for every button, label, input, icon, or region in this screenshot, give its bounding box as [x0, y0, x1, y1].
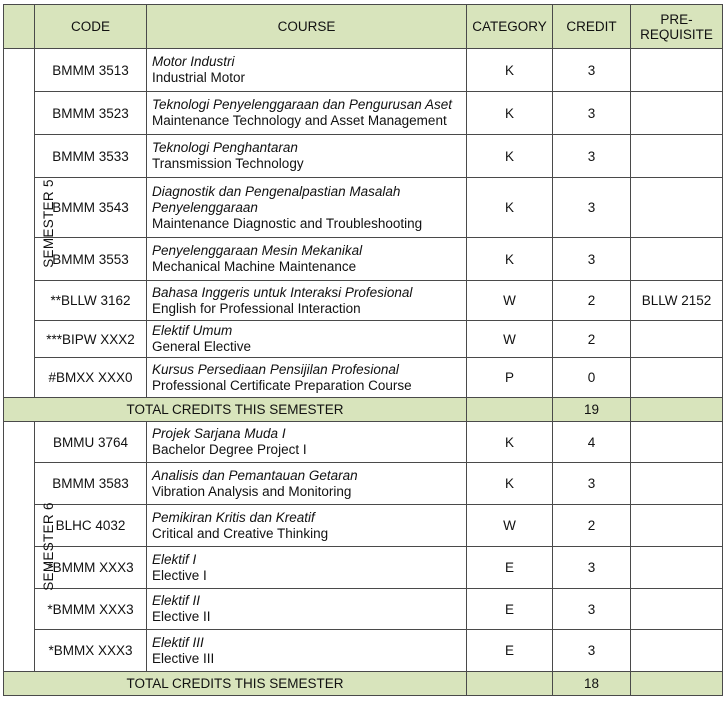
table-row — [4, 358, 723, 398]
course-code: ***BIPW XXX2 — [35, 321, 147, 358]
course-name — [147, 49, 467, 92]
course-credit: 3 — [553, 589, 631, 630]
course-name-english: Critical and Creative Thinking — [152, 525, 329, 541]
semester-label-cell — [4, 422, 56, 672]
course-name-malay: Bahasa Inggeris untuk Interaksi Profesional — [152, 284, 413, 300]
course-name-malay: Elektif Umum — [152, 323, 233, 338]
course-prerequisite — [631, 321, 723, 358]
course-name-malay: Elektif II — [152, 593, 201, 608]
course-category: K — [467, 135, 553, 178]
header-prereq-line1: PRE- — [660, 11, 693, 27]
course-credit: 4 — [553, 422, 631, 463]
course-name-english: Vibration Analysis and Monitoring — [152, 483, 352, 499]
course-credit: 3 — [553, 92, 631, 135]
course-code: *BMMX XXX3 — [35, 630, 147, 672]
table-row — [4, 630, 723, 672]
table-row — [4, 238, 723, 281]
course-name — [147, 422, 467, 463]
course-credit: 3 — [553, 135, 631, 178]
course-name-malay: Penyelenggaraan Mesin Mekanikal — [152, 243, 363, 258]
course-name-english: Elective II — [152, 609, 211, 624]
course-credit: 2 — [553, 321, 631, 358]
total-credits-value: 18 — [553, 672, 631, 696]
course-name — [147, 135, 467, 178]
course-code: **BLLW 3162 — [35, 281, 147, 321]
course-category: W — [467, 281, 553, 321]
header-code: CODE — [35, 5, 147, 49]
course-name-english: English for Professional Interaction — [152, 300, 361, 316]
course-name-malay: Projek Sarjana Muda I — [152, 426, 286, 441]
course-table — [3, 4, 723, 696]
course-code: BMMM 3533 — [35, 135, 147, 178]
course-name — [147, 92, 467, 135]
course-name-malay: Diagnostik dan Pengenalpastian Masalah Penyelenggaraan — [152, 183, 401, 215]
course-code: *BMMM XXX3 — [35, 589, 147, 630]
course-credit: 2 — [553, 281, 631, 321]
total-credits-label: TOTAL CREDITS THIS SEMESTER — [4, 672, 467, 696]
course-name-english: Bachelor Degree Project I — [152, 442, 307, 457]
course-category: K — [467, 463, 553, 505]
course-name-malay: Elektif I — [152, 551, 197, 567]
course-category: E — [467, 589, 553, 630]
course-category: K — [467, 178, 553, 238]
table-row — [4, 321, 723, 358]
course-prerequisite — [631, 630, 723, 672]
table-row — [4, 281, 723, 321]
semester-label: SEMESTER 6 — [40, 502, 56, 591]
course-prerequisite — [631, 238, 723, 281]
course-prerequisite — [631, 178, 723, 238]
course-code: BMMU 3764 — [35, 422, 147, 463]
course-category: K — [467, 92, 553, 135]
table-row — [4, 463, 723, 505]
table-row — [4, 92, 723, 135]
course-category: K — [467, 238, 553, 281]
table-row — [4, 49, 723, 92]
course-prerequisite — [631, 547, 723, 589]
course-name-english: Maintenance Technology and Asset Management — [152, 113, 447, 128]
course-name — [147, 589, 467, 630]
total-credits-prereq-spacer — [631, 672, 723, 696]
course-prerequisite — [631, 463, 723, 505]
course-name — [147, 321, 467, 358]
course-name-malay: Kursus Persediaan Pensijilan Profesional — [152, 361, 399, 377]
course-category: P — [467, 358, 553, 398]
course-name — [147, 238, 467, 281]
table-row — [4, 547, 723, 589]
course-name-malay: Teknologi Penghantaran — [152, 140, 298, 155]
course-name — [147, 505, 467, 547]
course-prerequisite — [631, 589, 723, 630]
course-credit: 0 — [553, 358, 631, 398]
header-prereq-line2: REQUISITE — [640, 26, 713, 42]
course-credit: 3 — [553, 630, 631, 672]
total-credits-row — [4, 398, 723, 422]
course-code: BMMM 3543 — [35, 178, 147, 238]
course-name — [147, 547, 467, 589]
course-prerequisite — [631, 92, 723, 135]
course-category: K — [467, 422, 553, 463]
header-course: COURSE — [147, 5, 467, 49]
table-row — [4, 505, 723, 547]
course-credit: 3 — [553, 463, 631, 505]
table-body — [4, 49, 723, 696]
course-name — [147, 630, 467, 672]
course-name-english: Elective III — [152, 650, 215, 666]
course-code: *BMMM XXX3 — [35, 547, 147, 589]
course-prerequisite — [631, 422, 723, 463]
course-name-malay: Elektif III — [152, 634, 204, 650]
course-name — [147, 358, 467, 398]
course-name-english: Professional Certificate Preparation Course — [152, 377, 412, 393]
total-credits-label: TOTAL CREDITS THIS SEMESTER — [4, 398, 467, 422]
course-name-english: Transmission Technology — [152, 156, 304, 171]
course-prerequisite — [631, 49, 723, 92]
course-name-english: Maintenance Diagnostic and Troubleshooting — [152, 215, 423, 231]
header-credit: CREDIT — [553, 5, 631, 49]
total-credits-spacer — [467, 398, 553, 422]
course-name-english: Elective I — [152, 567, 207, 583]
table-row — [4, 422, 723, 463]
course-name-english: General Elective — [152, 339, 252, 354]
course-code: BMMM 3583 — [35, 463, 147, 505]
course-name-malay: Teknologi Penyelenggaraan dan Pengurusan Aset — [152, 97, 452, 112]
total-credits-prereq-spacer — [631, 398, 723, 422]
total-credits-spacer — [467, 672, 553, 696]
course-credit: 3 — [553, 547, 631, 589]
course-code: BMMM 3553 — [35, 238, 147, 281]
total-credits-row — [4, 672, 723, 696]
course-prerequisite — [631, 358, 723, 398]
course-credit: 3 — [553, 238, 631, 281]
course-name-english: Mechanical Machine Maintenance — [152, 259, 357, 274]
semester-label: SEMESTER 5 — [40, 178, 56, 268]
course-prerequisite: BLLW 2152 — [631, 281, 723, 321]
total-credits-value: 19 — [553, 398, 631, 422]
course-category: E — [467, 547, 553, 589]
table-row — [4, 178, 723, 238]
course-name — [147, 281, 467, 321]
course-code: BMMM 3523 — [35, 92, 147, 135]
table-row — [4, 135, 723, 178]
course-name-english: Industrial Motor — [152, 70, 246, 85]
course-credit: 3 — [553, 178, 631, 238]
course-name-malay: Motor Industri — [152, 54, 235, 69]
semester-label-cell — [4, 49, 56, 398]
course-category: K — [467, 49, 553, 92]
course-category: E — [467, 630, 553, 672]
course-name-malay: Analisis dan Pemantauan Getaran — [152, 467, 358, 483]
course-code: BMMM 3513 — [35, 49, 147, 92]
course-name — [147, 178, 467, 238]
course-prerequisite — [631, 505, 723, 547]
header-row — [4, 5, 723, 49]
course-category: W — [467, 321, 553, 358]
course-credit: 2 — [553, 505, 631, 547]
header-semester — [4, 5, 35, 49]
course-name — [147, 463, 467, 505]
table-row — [4, 589, 723, 630]
course-name-malay: Pemikiran Kritis dan Kreatif — [152, 509, 315, 525]
course-code: BLHC 4032 — [35, 505, 147, 547]
course-category: W — [467, 505, 553, 547]
course-code: #BMXX XXX0 — [35, 358, 147, 398]
course-prerequisite — [631, 135, 723, 178]
course-credit: 3 — [553, 49, 631, 92]
header-prerequisite — [631, 5, 723, 49]
header-category: CATEGORY — [467, 5, 553, 49]
